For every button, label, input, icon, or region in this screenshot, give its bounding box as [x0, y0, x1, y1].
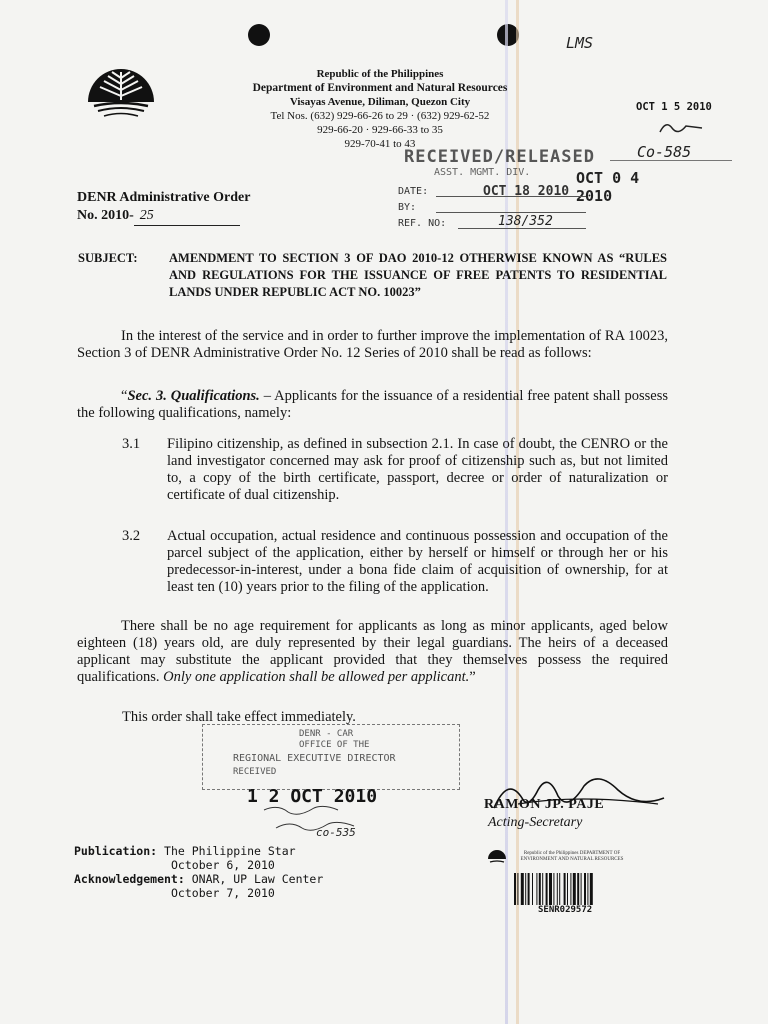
barcode-bar [577, 873, 579, 905]
barcode-bar [590, 873, 593, 905]
order-number-label: No. 2010- [77, 208, 134, 223]
barcode-bar [549, 873, 552, 905]
barcode-bar [584, 873, 586, 905]
denr-small-logo [487, 848, 507, 868]
regional-received-stamp [202, 724, 460, 790]
date-value: OCT 18 2010 [483, 184, 570, 199]
subject-label: SUBJECT: [78, 251, 138, 265]
section-3-paragraph [77, 388, 668, 422]
barcode-bar [517, 873, 518, 905]
barcode-bar [573, 873, 576, 905]
quote-mark: “ [121, 388, 128, 404]
subject-text: AMENDMENT TO SECTION 3 OF DAO 2010-12 OTHERWISE KNOWN AS “RULES AND REGULATIONS FOR THE ISSUANCE OF FREE PATENTS TO RESIDENTIAL LANDS UNDER REPUBLIC ACT NO. 10023” [169, 251, 667, 299]
header-line: Republic of the Philippines [316, 68, 444, 80]
item-text: Filipino citizenship, as defined in subsection 2.1. In case of doubt, the CENRO or the land investigator concerned may ask for proof of citizenship such as, but not limited to, a copy of the birth certificate, passport, decree or order of naturalization or certificate of dual citizenship. [167, 436, 668, 503]
barcode-bar [542, 873, 543, 905]
received-stamp-sub: ASST. MGMT. DIV. [434, 167, 531, 178]
section-3-label: Sec. 3. Qualifications. [127, 388, 260, 404]
barcode-bar [564, 873, 566, 905]
stamp-line: OFFICE OF THE [299, 740, 370, 750]
item-text: Actual occupation, actual residence and continuous possession and occupation of the parcel subject of the application, either by herself or himself or through her or his predecessor-in-interest, under a bona fide claim of acquisition of ownership, for at least ten (10) years prior to the filing of the application. [167, 528, 668, 595]
order-number-value: 25 [134, 207, 240, 226]
barcode-bar [553, 873, 554, 905]
publication-date: October 6, 2010 [171, 858, 275, 872]
barcode-bar [528, 873, 530, 905]
header-line: 929-66-20 · 929-66-33 to 35 [317, 124, 443, 136]
date-label: DATE: [398, 186, 429, 197]
top-right-date-stamp: OCT 1 5 2010 [636, 101, 712, 113]
barcode-caption: Republic of the Philippines DEPARTMENT OF ENVIRONMENT AND NATURAL RESOURCES [520, 851, 624, 862]
publication-value: The Philippine Star [164, 844, 296, 858]
barcode-bar [559, 873, 560, 905]
administrative-order-heading [77, 189, 250, 226]
initials-note: LMS [566, 34, 594, 52]
rule [436, 212, 586, 213]
handwritten-ref: Co-585 [637, 143, 692, 161]
header-line: 929-70-41 to 43 [344, 138, 416, 150]
punch-hole-left [248, 24, 270, 46]
item-number: 3.2 [122, 528, 141, 544]
order-title: DENR Administrative Order [77, 190, 251, 205]
effectivity-clause: This order shall take effect immediately. [122, 709, 356, 725]
received-stamp-date: OCT 0 4 2010 [576, 169, 640, 205]
signatory-name: RAMON JP. PAJE [484, 797, 605, 812]
item-number: 3.1 [122, 436, 141, 452]
ref-label: REF. NO: [398, 218, 447, 229]
barcode-bar [521, 873, 524, 905]
barcode-bar [567, 873, 568, 905]
barcode-bar [532, 873, 533, 905]
rule [458, 228, 586, 229]
handwritten-mark [656, 118, 706, 138]
publication-label: Publication: [74, 844, 158, 858]
ref-value: 138/352 [498, 214, 553, 229]
barcode-bar [570, 873, 571, 905]
age-requirement-paragraph [77, 618, 668, 686]
header-line: Visayas Avenue, Diliman, Quezon City [289, 96, 471, 108]
stamp-line: REGIONAL EXECUTIVE DIRECTOR [233, 753, 396, 764]
date-ref-stamp [398, 182, 593, 240]
acknowledgement-line [74, 872, 323, 886]
stamp-line: RECEIVED [233, 767, 277, 777]
received-stamp-title: RECEIVED/RELEASED [404, 147, 595, 167]
barcode-bar [581, 873, 582, 905]
barcode-number: SENR029572 [538, 905, 593, 915]
acknowledgement-label: Acknowledgement: [74, 872, 185, 886]
stamp-line: DENR - CAR [299, 729, 354, 739]
regional-stamp-date: 1 2 OCT 2010 [247, 786, 378, 807]
denr-logo [86, 64, 156, 122]
order-number [77, 207, 250, 226]
age-requirement-text: There shall be no age requirement for applicants as long as minor applicants, aged below eighteen (18) years old, are duly represented by their legal guardians. The heirs of a deceased applicant may substitute the applicant provided that they themselves possess the required qualifications. [77, 618, 668, 685]
by-label: BY: [398, 202, 417, 213]
header-line: Department of Environment and Natural Resources [252, 82, 508, 94]
rule [436, 196, 586, 197]
barcode-bar [557, 873, 558, 905]
acknowledgement-value: ONAR, UP Law Center [191, 872, 324, 886]
acknowledgement-date: October 7, 2010 [171, 886, 275, 900]
barcode-bar [536, 873, 537, 905]
barcode-bar [546, 873, 548, 905]
barcode-bar [525, 873, 526, 905]
barcode-bar [514, 873, 516, 905]
barcode-bar [587, 873, 588, 905]
barcode-bar [539, 873, 541, 905]
intro-paragraph: In the interest of the service and in order to further improve the implementation of RA 10023, Section 3 of DENR Administrative Order No. 12 Series of 2010 shall be read as follows: [77, 328, 668, 361]
barcode [512, 873, 624, 905]
quote-mark: ” [469, 669, 476, 685]
letterhead [200, 67, 560, 151]
one-application-text: Only one application shall be allowed per applicant. [163, 669, 470, 685]
signatory-title: Acting-Secretary [488, 815, 583, 830]
section-3-text: – Applicants for the issuance of a residential free patent shall possess the following qualifications, namely: [77, 388, 668, 421]
publication-line [74, 844, 323, 858]
header-line: Tel Nos. (632) 929-66-26 to 29 · (632) 929-62-52 [270, 110, 490, 122]
regional-stamp-ref: co-535 [316, 826, 356, 839]
publication-info [74, 844, 323, 900]
